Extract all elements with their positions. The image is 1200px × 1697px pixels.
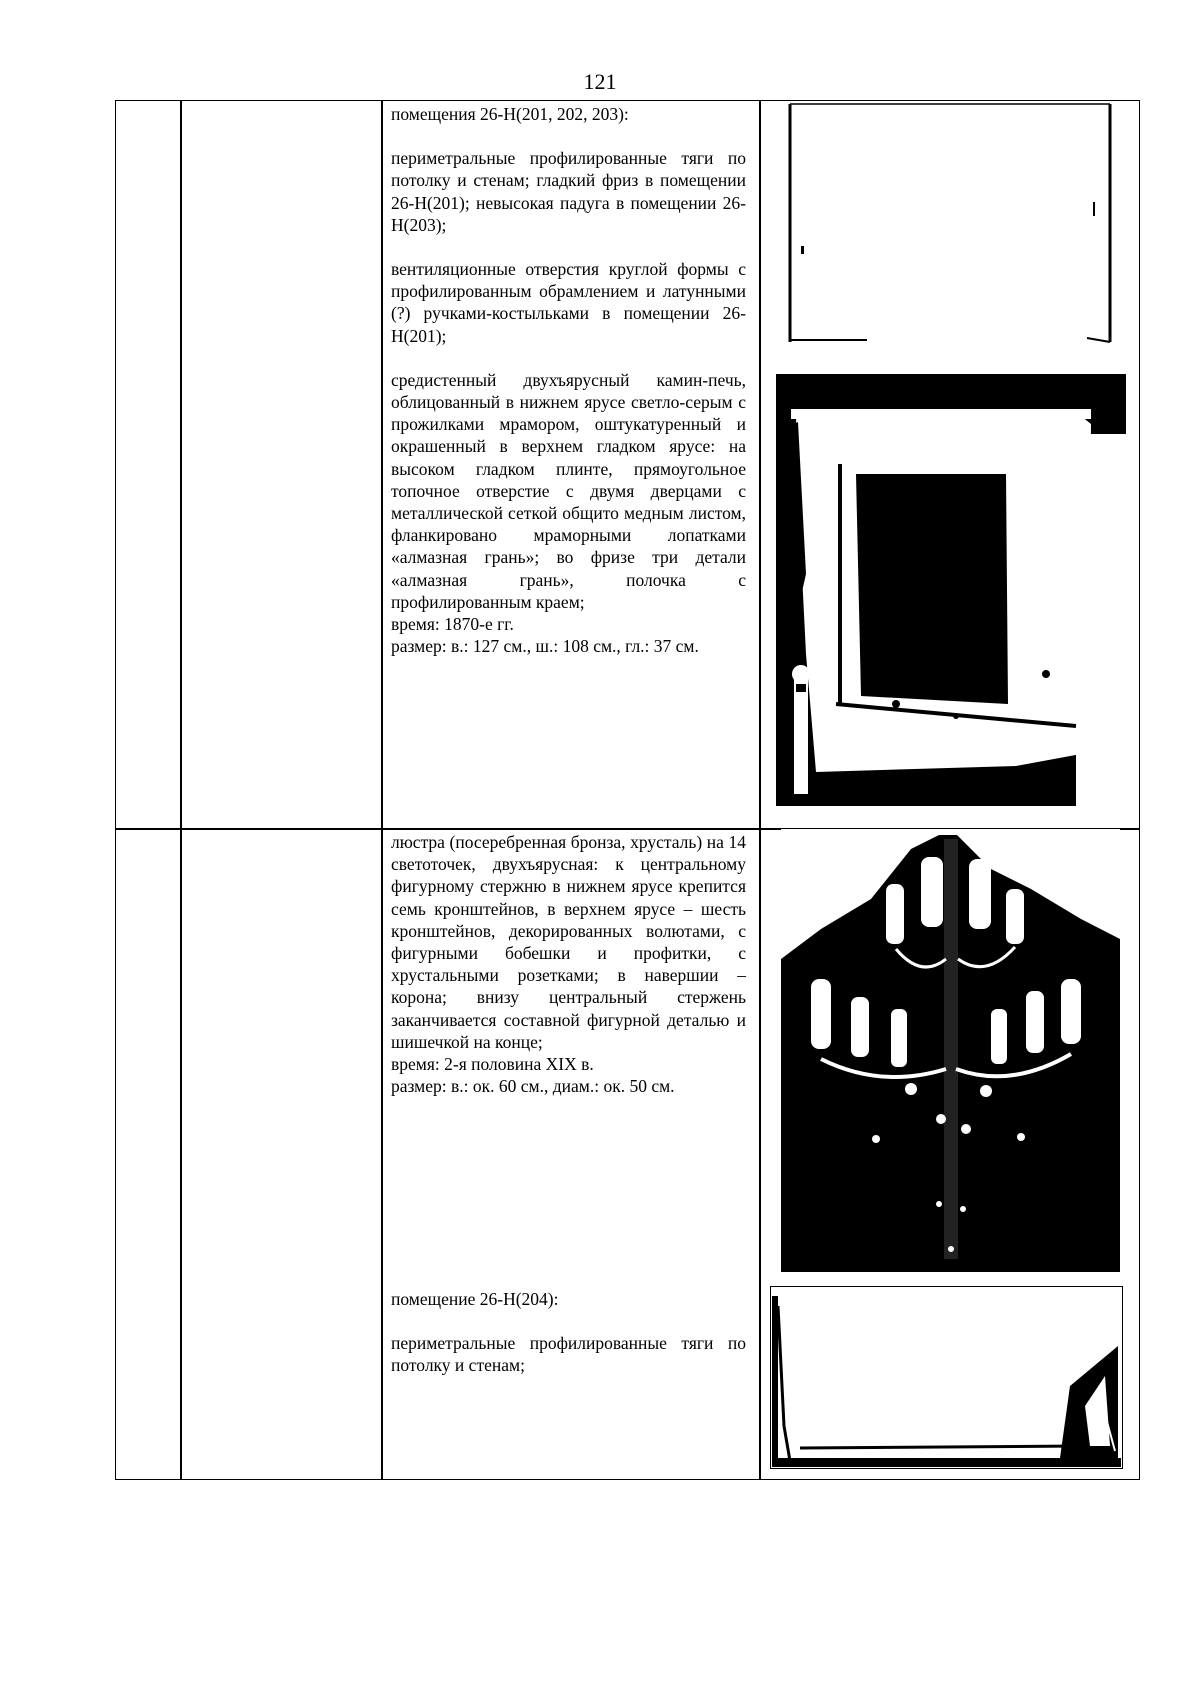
time-line: время: 2-я половина XIX в. — [391, 1054, 594, 1075]
ceiling-molding-photo — [782, 102, 1117, 344]
time-line: время: 1870-е гг. — [391, 614, 514, 635]
column-divider — [381, 101, 383, 1479]
description-paragraph: периметральные профилированные тяги по потолку и стенам; гладкий фриз в помещении 26-Н(201); невысокая падуга в помещении 26-Н(203); — [391, 148, 746, 235]
room-heading: помещения 26-Н(201, 202, 203): — [391, 104, 629, 124]
row1-description — [391, 103, 746, 657]
size-line: размер: в.: ок. 60 см., диам.: ок. 50 см. — [391, 1076, 675, 1097]
fireplace-stove-photo — [776, 374, 1126, 806]
column-divider — [180, 101, 182, 1479]
chandelier-photo — [781, 829, 1120, 1272]
row2-description — [391, 831, 746, 1097]
row2-room-description — [391, 1288, 746, 1377]
room-heading: помещение 26-Н(204): — [391, 1289, 559, 1309]
description-paragraph: люстра (посеребренная бронза, хрусталь) на 14 светоточек, двухъярусная: к центральному фигурному стержню в нижнем ярусе крепится семь кронштейнов, в верхнем ярусе – шесть кронштейнов, декорированных волютами, с фигурными бобешки и профитки, с хрустальными розетками; в навершии – корона; внизу центральный стержень заканчивается составной фигурной деталью и шишечкой на конце; — [391, 832, 746, 1052]
description-paragraph: средистенный двухъярусный камин-печь, облицованный в нижнем ярусе светло-серым с прожилками мрамором, оштукатуренный и окрашенный в верхнем гладком ярусе: на высоком гладком плинте, прямоугольное топочное отверстие с двумя дверцами с металлической сеткой общито медным листом, фланкировано мраморными лопатками «алмазная грань»; во фризе три детали «алмазная грань», полочка с профилированным краем; — [391, 369, 746, 612]
description-paragraph: периметральные профилированные тяги по потолку и стенам; — [391, 1333, 746, 1376]
column-divider — [759, 101, 761, 1479]
page-number: 121 — [583, 69, 617, 94]
ceiling-molding-photo-204 — [770, 1286, 1123, 1469]
size-line: размер: в.: 127 см., ш.: 108 см., гл.: 37 см. — [391, 636, 699, 657]
description-paragraph: вентиляционные отверстия круглой формы с профилированным обрамлением и латунными (?) ручками-костыльками в помещении 26-Н(201); — [391, 259, 746, 346]
